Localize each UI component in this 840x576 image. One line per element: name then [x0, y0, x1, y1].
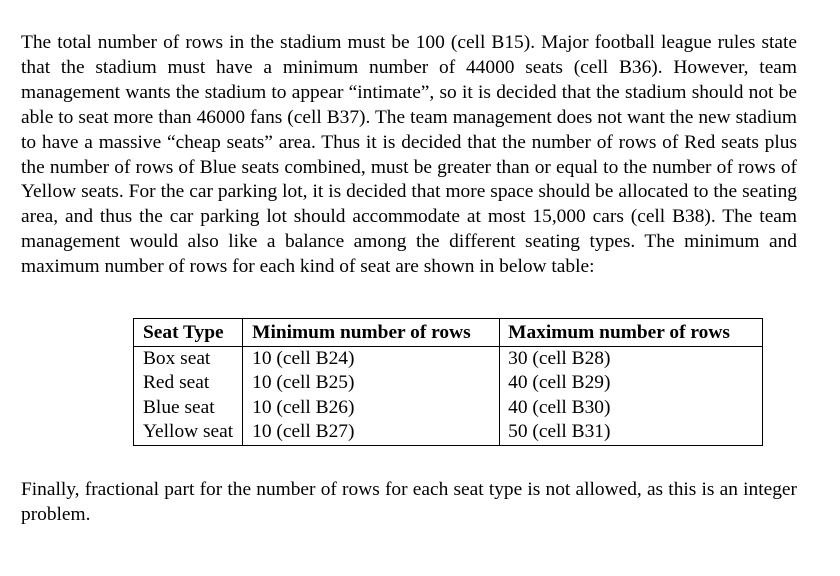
table-row: [134, 346, 763, 371]
seat-rows-table: [133, 318, 763, 446]
header-max-rows: Maximum number of rows: [500, 319, 763, 347]
cell-max-rows: 40 (cell B30): [500, 396, 763, 421]
table-row: [134, 420, 763, 445]
table-header-row: [134, 319, 763, 347]
cell-seat-type: Blue seat: [134, 396, 243, 421]
cell-max-rows: 40 (cell B29): [500, 371, 763, 396]
cell-seat-type: Red seat: [134, 371, 243, 396]
header-min-rows: Minimum number of rows: [243, 319, 500, 347]
cell-seat-type: Box seat: [134, 346, 243, 371]
header-seat-type: Seat Type: [134, 319, 243, 347]
cell-max-rows: 30 (cell B28): [500, 346, 763, 371]
table-row: [134, 396, 763, 421]
cell-seat-type: Yellow seat: [134, 420, 243, 445]
cell-min-rows: 10 (cell B24): [243, 346, 500, 371]
cell-max-rows: 50 (cell B31): [500, 420, 763, 445]
closing-paragraph: Finally, fractional part for the number of rows for each seat type is not allowed, as this is an integer problem.: [21, 479, 797, 525]
table-row: [134, 371, 763, 396]
intro-paragraph: The total number of rows in the stadium must be 100 (cell B15). Major football league rules state that the stadium must have a minimum number of 44000 seats (cell B36). However, team management wants the stadium to appear “intimate”, so it is decided that the stadium should not be able to seat more than 46000 fans (cell B37). The team management does not want the new stadium to have a massive “cheap seats” area. Thus it is decided that the number of rows of Red seats plus the number of rows of Blue seats combined, must be greater than or equal to the number of rows of Yellow seats. For the car parking lot, it is decided that more space should be allocated to the seating area, and thus the car parking lot should accommodate at most 15,000 cars (cell B38). The team management would also like a balance among the different seating types. The minimum and maximum number of rows for each kind of seat are shown in below table:: [21, 32, 797, 278]
cell-min-rows: 10 (cell B25): [243, 371, 500, 396]
cell-min-rows: 10 (cell B27): [243, 420, 500, 445]
cell-min-rows: 10 (cell B26): [243, 396, 500, 421]
